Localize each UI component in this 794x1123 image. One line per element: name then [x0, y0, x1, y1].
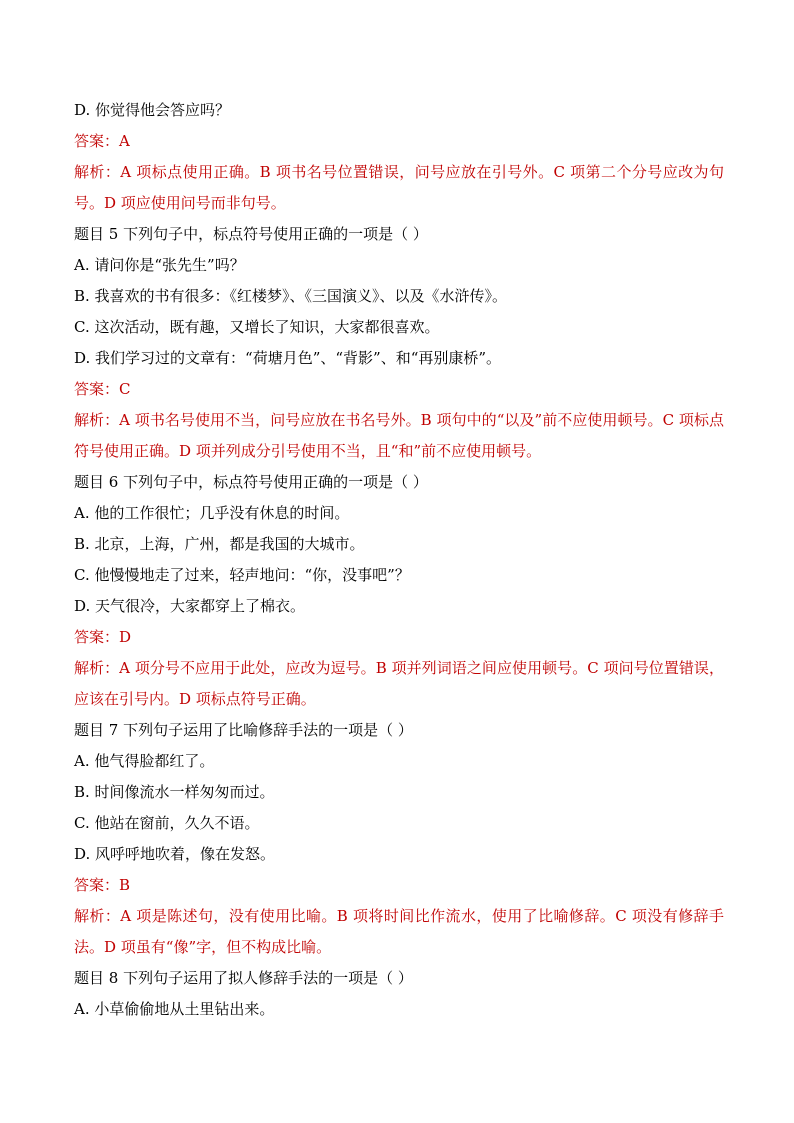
q6-answer: 答案：D — [74, 628, 132, 646]
q4-answer: 答案：A — [74, 132, 130, 150]
q4-explanation: 解析：A 项标点使用正确。B 项书名号位置错误，问号应放在引号外。C 项第二个分号应改为句号。D 项应使用问号而非句号。 — [74, 163, 724, 212]
q5-stem: 题目 5 下列句子中，标点符号使用正确的一项是（ ） — [74, 225, 428, 243]
q6-option-d: D. 天气很冷，大家都穿上了棉衣。 — [74, 597, 306, 615]
q5-option-d: D. 我们学习过的文章有：“荷塘月色”、“背影”、和“再别康桥”。 — [74, 349, 502, 367]
q7-answer: 答案：B — [74, 876, 131, 894]
q6-explanation: 解析：A 项分号不应用于此处，应改为逗号。B 项并列词语之间应使用顿号。C 项问号位置错误，应该在引号内。D 项标点符号正确。 — [74, 659, 724, 708]
q7-stem: 题目 7 下列句子运用了比喻修辞手法的一项是（ ） — [74, 721, 413, 739]
q7-option-b: B. 时间像流水一样匆匆而过。 — [74, 783, 275, 801]
q4-option-d: D. 你觉得他会答应吗？ — [74, 101, 231, 119]
q5-option-b: B. 我喜欢的书有很多：《红楼梦》、《三国演义》、以及《水浒传》。 — [74, 287, 508, 305]
q7-option-a: A. 他气得脸都红了。 — [74, 752, 215, 770]
q7-option-d: D. 风呼呼地吹着，像在发怒。 — [74, 845, 276, 863]
q7-explanation: 解析：A 项是陈述句，没有使用比喻。B 项将时间比作流水，使用了比喻修辞。C 项没有修辞手法。D 项虽有“像”字，但不构成比喻。 — [74, 907, 724, 956]
q5-answer: 答案：C — [74, 380, 131, 398]
q6-option-b: B. 北京，上海，广州，都是我国的大城市。 — [74, 535, 365, 553]
document-page — [74, 95, 724, 1025]
q6-stem: 题目 6 下列句子中，标点符号使用正确的一项是（ ） — [74, 473, 428, 491]
q5-option-a: A. 请问你是“张先生”吗？ — [74, 256, 245, 274]
q5-explanation: 解析：A 项书名号使用不当，问号应放在书名号外。B 项句中的“以及”前不应使用顿号。C 项标点符号使用正确。D 项并列成分引号使用不当，且“和”前不应使用顿号。 — [74, 411, 724, 460]
q8-stem: 题目 8 下列句子运用了拟人修辞手法的一项是（ ） — [74, 969, 413, 987]
q5-option-c: C. 这次活动，既有趣，又增长了知识，大家都很喜欢。 — [74, 318, 440, 336]
q8-option-a: A. 小草偷偷地从土里钻出来。 — [74, 1000, 275, 1018]
q7-option-c: C. 他站在窗前，久久不语。 — [74, 814, 260, 832]
q6-option-a: A. 他的工作很忙；几乎没有休息的时间。 — [74, 504, 350, 522]
q6-option-c: C. 他慢慢地走了过来，轻声地问：“你，没事吧”？ — [74, 566, 410, 584]
